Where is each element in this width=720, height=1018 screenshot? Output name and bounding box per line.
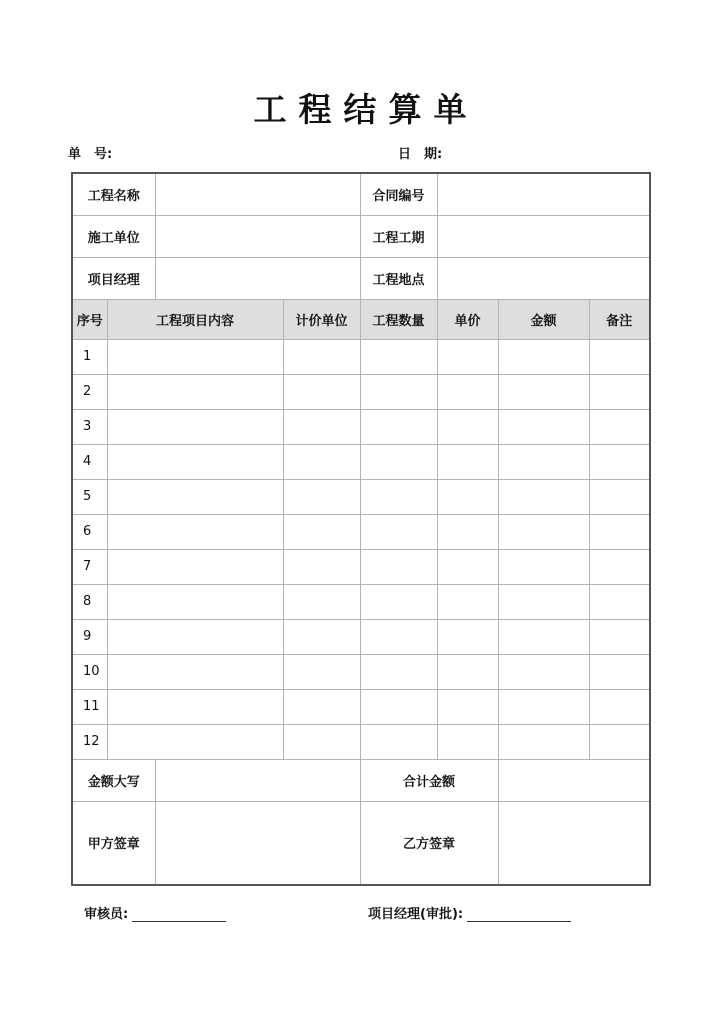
location-field[interactable] (437, 257, 650, 299)
row-unit-cell[interactable] (283, 724, 360, 759)
table-row (72, 514, 650, 549)
row-index: 5 (72, 479, 107, 514)
row-remark-cell[interactable] (589, 689, 650, 724)
row-price-cell[interactable] (437, 479, 498, 514)
table-row (72, 374, 650, 409)
table-row (72, 549, 650, 584)
row-amount-cell[interactable] (498, 619, 589, 654)
total-amount-label: 合计金额 (360, 759, 498, 801)
row-index: 9 (72, 619, 107, 654)
manager-approval-label: 项目经理(审批): (368, 907, 464, 922)
row-unit-cell[interactable] (283, 514, 360, 549)
info-row (72, 173, 650, 215)
table-row (72, 689, 650, 724)
row-quantity-cell[interactable] (360, 374, 437, 409)
row-content-cell[interactable] (107, 549, 283, 584)
page-title: 工程结算单 (253, 90, 479, 129)
row-amount-cell[interactable] (498, 724, 589, 759)
row-content-cell[interactable] (107, 374, 283, 409)
row-amount-cell[interactable] (498, 514, 589, 549)
row-price-cell[interactable] (437, 374, 498, 409)
table-row (72, 654, 650, 689)
row-amount-cell[interactable] (498, 339, 589, 374)
row-unit-cell[interactable] (283, 409, 360, 444)
row-quantity-cell[interactable] (360, 409, 437, 444)
row-index: 11 (72, 689, 107, 724)
row-unit-cell[interactable] (283, 654, 360, 689)
row-remark-cell[interactable] (589, 444, 650, 479)
table-row (72, 444, 650, 479)
amount-words-label: 金额大写 (72, 759, 155, 801)
col-header-amount: 金额 (498, 299, 589, 339)
row-index: 1 (72, 339, 107, 374)
row-remark-cell[interactable] (589, 514, 650, 549)
row-price-cell[interactable] (437, 689, 498, 724)
row-unit-cell[interactable] (283, 339, 360, 374)
manager-field[interactable] (155, 257, 360, 299)
table-row (72, 479, 650, 514)
manager-approval-signature (368, 903, 571, 922)
location-label: 工程地点 (360, 257, 437, 299)
row-remark-cell[interactable] (589, 479, 650, 514)
row-content-cell[interactable] (107, 514, 283, 549)
row-content-cell[interactable] (107, 339, 283, 374)
row-remark-cell[interactable] (589, 549, 650, 584)
row-quantity-cell[interactable] (360, 654, 437, 689)
row-remark-cell[interactable] (589, 584, 650, 619)
col-header-content: 工程项目内容 (107, 299, 283, 339)
row-price-cell[interactable] (437, 724, 498, 759)
row-amount-cell[interactable] (498, 374, 589, 409)
signature-row (72, 801, 650, 885)
row-remark-cell[interactable] (589, 339, 650, 374)
contractor-label: 施工单位 (72, 215, 155, 257)
amount-words-field[interactable] (155, 759, 360, 801)
contract-no-field[interactable] (437, 173, 650, 215)
row-quantity-cell[interactable] (360, 619, 437, 654)
row-index: 10 (72, 654, 107, 689)
row-content-cell[interactable] (107, 479, 283, 514)
reviewer-label: 审核员: (84, 907, 129, 922)
row-price-cell[interactable] (437, 409, 498, 444)
row-price-cell[interactable] (437, 514, 498, 549)
row-quantity-cell[interactable] (360, 514, 437, 549)
table-row (72, 584, 650, 619)
row-remark-cell[interactable] (589, 654, 650, 689)
row-amount-cell[interactable] (498, 549, 589, 584)
settlement-table (71, 172, 651, 886)
project-name-label: 工程名称 (72, 173, 155, 215)
table-row (72, 724, 650, 759)
row-content-cell[interactable] (107, 619, 283, 654)
row-index: 3 (72, 409, 107, 444)
row-index: 12 (72, 724, 107, 759)
duration-label: 工程工期 (360, 215, 437, 257)
number-label: 单 号: (68, 147, 113, 162)
row-index: 2 (72, 374, 107, 409)
party-a-seal-label: 甲方签章 (72, 801, 155, 885)
col-header-index: 序号 (72, 299, 107, 339)
row-quantity-cell[interactable] (360, 689, 437, 724)
row-content-cell[interactable] (107, 444, 283, 479)
row-unit-cell[interactable] (283, 689, 360, 724)
row-price-cell[interactable] (437, 584, 498, 619)
info-row (72, 215, 650, 257)
row-quantity-cell[interactable] (360, 549, 437, 584)
col-header-remark: 备注 (589, 299, 650, 339)
contractor-field[interactable] (155, 215, 360, 257)
table-header-row (72, 299, 650, 339)
col-header-unit: 计价单位 (283, 299, 360, 339)
row-unit-cell[interactable] (283, 584, 360, 619)
row-price-cell[interactable] (437, 339, 498, 374)
row-content-cell[interactable] (107, 724, 283, 759)
date-label: 日 期: (398, 147, 443, 162)
party-a-seal-field[interactable] (155, 801, 360, 885)
row-amount-cell[interactable] (498, 444, 589, 479)
reviewer-line[interactable] (132, 908, 226, 922)
row-index: 4 (72, 444, 107, 479)
row-price-cell[interactable] (437, 654, 498, 689)
info-row (72, 257, 650, 299)
row-index: 7 (72, 549, 107, 584)
table-row (72, 409, 650, 444)
row-content-cell[interactable] (107, 654, 283, 689)
table-row (72, 619, 650, 654)
row-quantity-cell[interactable] (360, 479, 437, 514)
manager-approval-line[interactable] (467, 908, 571, 922)
row-unit-cell[interactable] (283, 374, 360, 409)
row-price-cell[interactable] (437, 549, 498, 584)
party-b-seal-label: 乙方签章 (360, 801, 498, 885)
row-amount-cell[interactable] (498, 689, 589, 724)
row-quantity-cell[interactable] (360, 339, 437, 374)
duration-field[interactable] (437, 215, 650, 257)
table-row (72, 339, 650, 374)
row-amount-cell[interactable] (498, 479, 589, 514)
row-quantity-cell[interactable] (360, 724, 437, 759)
total-amount-field[interactable] (498, 759, 650, 801)
item-rows (72, 339, 650, 759)
row-quantity-cell[interactable] (360, 444, 437, 479)
row-index: 6 (72, 514, 107, 549)
row-remark-cell[interactable] (589, 374, 650, 409)
row-remark-cell[interactable] (589, 619, 650, 654)
contract-no-label: 合同编号 (360, 173, 437, 215)
row-amount-cell[interactable] (498, 654, 589, 689)
row-remark-cell[interactable] (589, 409, 650, 444)
col-header-price: 单价 (437, 299, 498, 339)
row-quantity-cell[interactable] (360, 584, 437, 619)
row-content-cell[interactable] (107, 689, 283, 724)
party-b-seal-field[interactable] (498, 801, 650, 885)
row-content-cell[interactable] (107, 584, 283, 619)
row-price-cell[interactable] (437, 619, 498, 654)
row-price-cell[interactable] (437, 444, 498, 479)
row-unit-cell[interactable] (283, 549, 360, 584)
col-header-quantity: 工程数量 (360, 299, 437, 339)
project-name-field[interactable] (155, 173, 360, 215)
row-amount-cell[interactable] (498, 584, 589, 619)
row-index: 8 (72, 584, 107, 619)
row-amount-cell[interactable] (498, 409, 589, 444)
row-content-cell[interactable] (107, 409, 283, 444)
row-unit-cell[interactable] (283, 619, 360, 654)
manager-label: 项目经理 (72, 257, 155, 299)
summary-row (72, 759, 650, 801)
row-unit-cell[interactable] (283, 479, 360, 514)
row-remark-cell[interactable] (589, 724, 650, 759)
reviewer-signature (84, 903, 226, 922)
row-unit-cell[interactable] (283, 444, 360, 479)
